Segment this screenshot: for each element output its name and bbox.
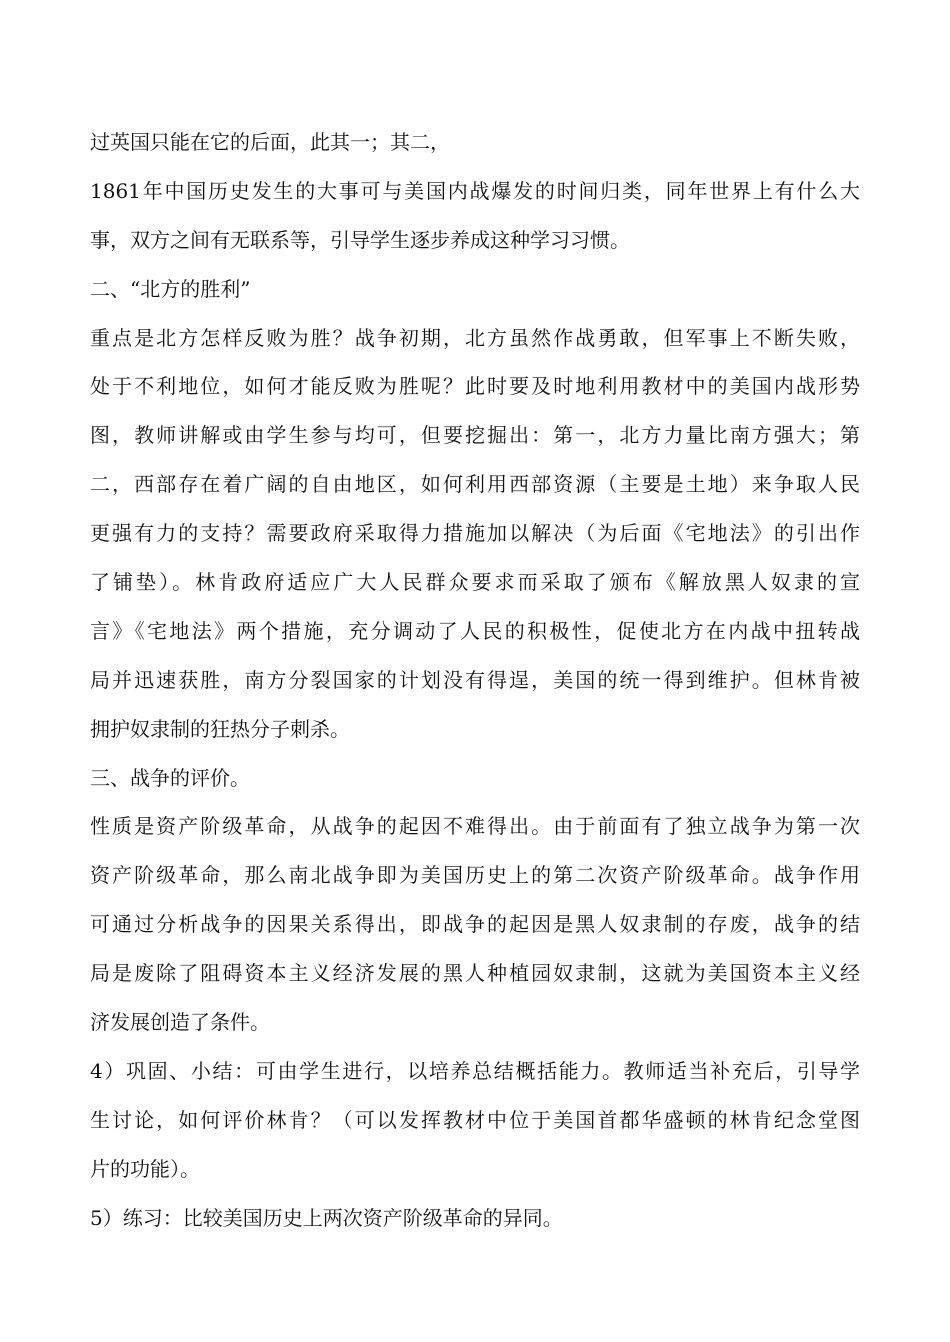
text-line: 1861年中国历史发生的大事可与美国内战爆发的时间归类，同年世界上有什么大: [90, 178, 860, 203]
text-line: 更强有力的支持？需要政府采取得力措施加以解决（为后面《宅地法》的引出作: [90, 521, 860, 546]
text-line: 了铺垫）。林肯政府适应广大人民群众要求而采取了颁布《解放黑人奴隶的宣: [90, 570, 860, 595]
text-line: 4）巩固、小结：可由学生进行，以培养总结概括能力。教师适当补充后，引导学: [90, 1058, 860, 1083]
text-line: 拥护奴隶制的狂热分子刺杀。: [90, 716, 350, 741]
document-body: [90, 118, 860, 1242]
text-line: 可通过分析战争的因果关系得出，即战争的起因是黑人奴隶制的存废，战争的结: [90, 912, 860, 937]
text-line: 局是废除了阻碍资本主义经济发展的黑人种植园奴隶制，这就为美国资本主义经: [90, 961, 860, 986]
section-heading: 二、“北方的胜利”: [90, 276, 251, 301]
text-line: 二，西部存在着广阔的自由地区，如何利用西部资源（主要是土地）来争取人民: [90, 472, 860, 497]
section-heading: 三、战争的评价。: [90, 765, 250, 790]
text-line: 事，双方之间有无联系等，引导学生逐步养成这种学习习惯。: [90, 227, 630, 252]
text-line: 过英国只能在它的后面，此其一；其二，: [90, 130, 450, 154]
text-line: 性质是资产阶级革命，从战争的起因不难得出。由于前面有了独立战争为第一次: [90, 814, 860, 839]
text-line: 生讨论，如何评价林肯？（可以发挥教材中位于美国首都华盛顿的林肯纪念堂图: [90, 1107, 860, 1132]
text-line: 片的功能）。: [90, 1156, 200, 1181]
text-line: 5）练习：比较美国历史上两次资产阶级革命的异同。: [90, 1205, 563, 1230]
text-line: 图，教师讲解或由学生参与均可，但要挖掘出：第一，北方力量比南方强大；第: [90, 423, 860, 448]
text-line: 局并迅速获胜，南方分裂国家的计划没有得逞，美国的统一得到维护。但林肯被: [90, 667, 860, 692]
text-line: 重点是北方怎样反败为胜？战争初期，北方虽然作战勇敢，但军事上不断失败，: [90, 325, 860, 350]
text-line: 言》《宅地法》两个措施，充分调动了人民的积极性，促使北方在内战中扭转战: [90, 618, 860, 643]
text-line: 资产阶级革命，那么南北战争即为美国历史上的第二次资产阶级革命。战争作用: [90, 863, 860, 888]
text-line: 济发展创造了条件。: [90, 1010, 270, 1035]
text-line: 处于不利地位，如何才能反败为胜呢？此时要及时地利用教材中的美国内战形势: [90, 374, 860, 399]
